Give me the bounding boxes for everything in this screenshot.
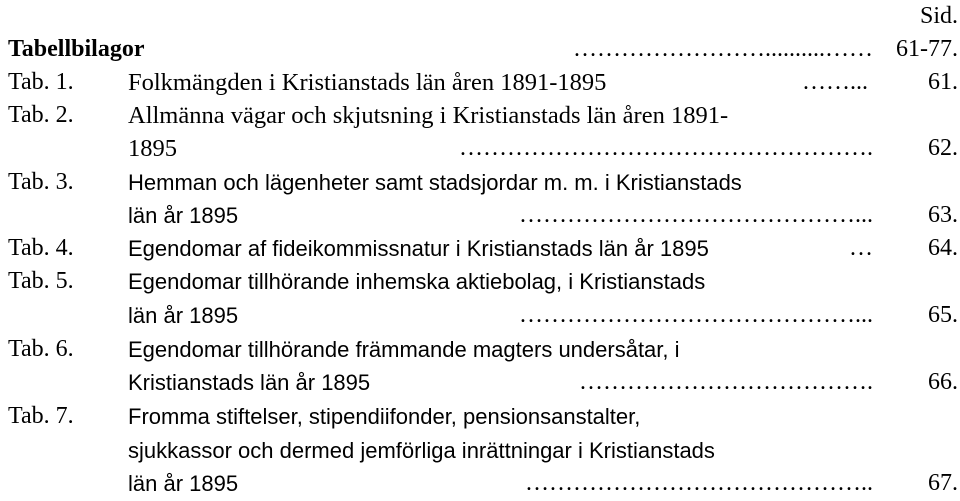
entry-page: 64.	[928, 235, 958, 261]
toc-entry-continuation	[8, 435, 958, 466]
toc-entry-continuation	[8, 200, 958, 231]
entry-title: Egendomar tillhörande inhemska aktiebolag, i Kristianstads	[128, 269, 706, 294]
toc-entry-row	[8, 401, 958, 432]
entry-page: 66.	[928, 369, 958, 395]
page-column-header: Sid.	[919, 3, 958, 29]
toc-summary-row	[8, 34, 958, 65]
entry-leader: ……………………………….	[579, 369, 873, 395]
entry-number: Tab. 5.	[8, 268, 74, 294]
entry-title-continued: 1895	[128, 135, 177, 162]
page-column-header-row	[8, 1, 958, 32]
toc-entry-continuation	[8, 133, 958, 164]
entry-title-continued: Kristianstads län år 1895	[128, 370, 371, 395]
toc-entry-continuation	[8, 468, 958, 499]
entry-page: 65.	[928, 302, 958, 328]
summary-pages: 61-77.	[896, 36, 958, 62]
entry-title-continued: sjukkassor och dermed jemförliga inrättningar i Kristianstads	[128, 438, 715, 463]
entry-title-continued: län år 1895	[128, 471, 239, 496]
entry-leader: ……………………………………...	[519, 202, 873, 228]
toc-entry-row	[8, 67, 958, 98]
summary-label: Tabellbilagor	[8, 36, 145, 62]
toc-entry-continuation	[8, 300, 958, 331]
toc-entry-row	[8, 233, 958, 264]
toc-entry-row	[8, 334, 958, 365]
entry-number: Tab. 2.	[8, 102, 74, 128]
entry-title: Hemman och lägenheter samt stadsjordar m. m. i Kristianstads	[128, 170, 742, 195]
toc-entry-continuation	[8, 367, 958, 398]
entry-leader: …………………………………………….	[459, 135, 873, 161]
entry-title: Folkmängden i Kristianstads län åren 1891-1895	[128, 69, 607, 96]
summary-leader: ……………………..........……	[573, 36, 873, 62]
entry-leader: ……………………………………...	[519, 302, 873, 328]
entry-number: Tab. 3.	[8, 169, 74, 195]
entry-number: Tab. 4.	[8, 235, 74, 261]
entry-page: 61.	[928, 69, 958, 95]
entry-page: 67.	[928, 470, 958, 496]
entry-title: Allmänna vägar och skjutsning i Kristianstads län åren 1891-	[128, 102, 729, 129]
entry-page: 62.	[928, 135, 958, 161]
toc-entry-row	[8, 100, 958, 131]
entry-leader: ……...	[802, 69, 868, 95]
entry-title: Egendomar tillhörande främmande magters undersåtar, i	[128, 337, 680, 362]
entry-title-continued: län år 1895	[128, 203, 239, 228]
entry-title: Fromma stiftelser, stipendiifonder, pensionsanstalter,	[128, 404, 641, 429]
entry-page: 63.	[928, 202, 958, 228]
entry-leader: …	[849, 235, 873, 261]
entry-number: Tab. 1.	[8, 69, 74, 95]
entry-title: Egendomar af fideikommissnatur i Kristianstads län år 1895	[128, 236, 709, 261]
toc-entry-row	[8, 167, 958, 198]
entry-title-continued: län år 1895	[128, 303, 239, 328]
table-of-contents	[8, 0, 958, 501]
entry-number: Tab. 6.	[8, 336, 74, 362]
toc-entry-row	[8, 266, 958, 297]
entry-number: Tab. 7.	[8, 403, 74, 429]
entry-leader: ……………………………………..	[525, 470, 873, 496]
